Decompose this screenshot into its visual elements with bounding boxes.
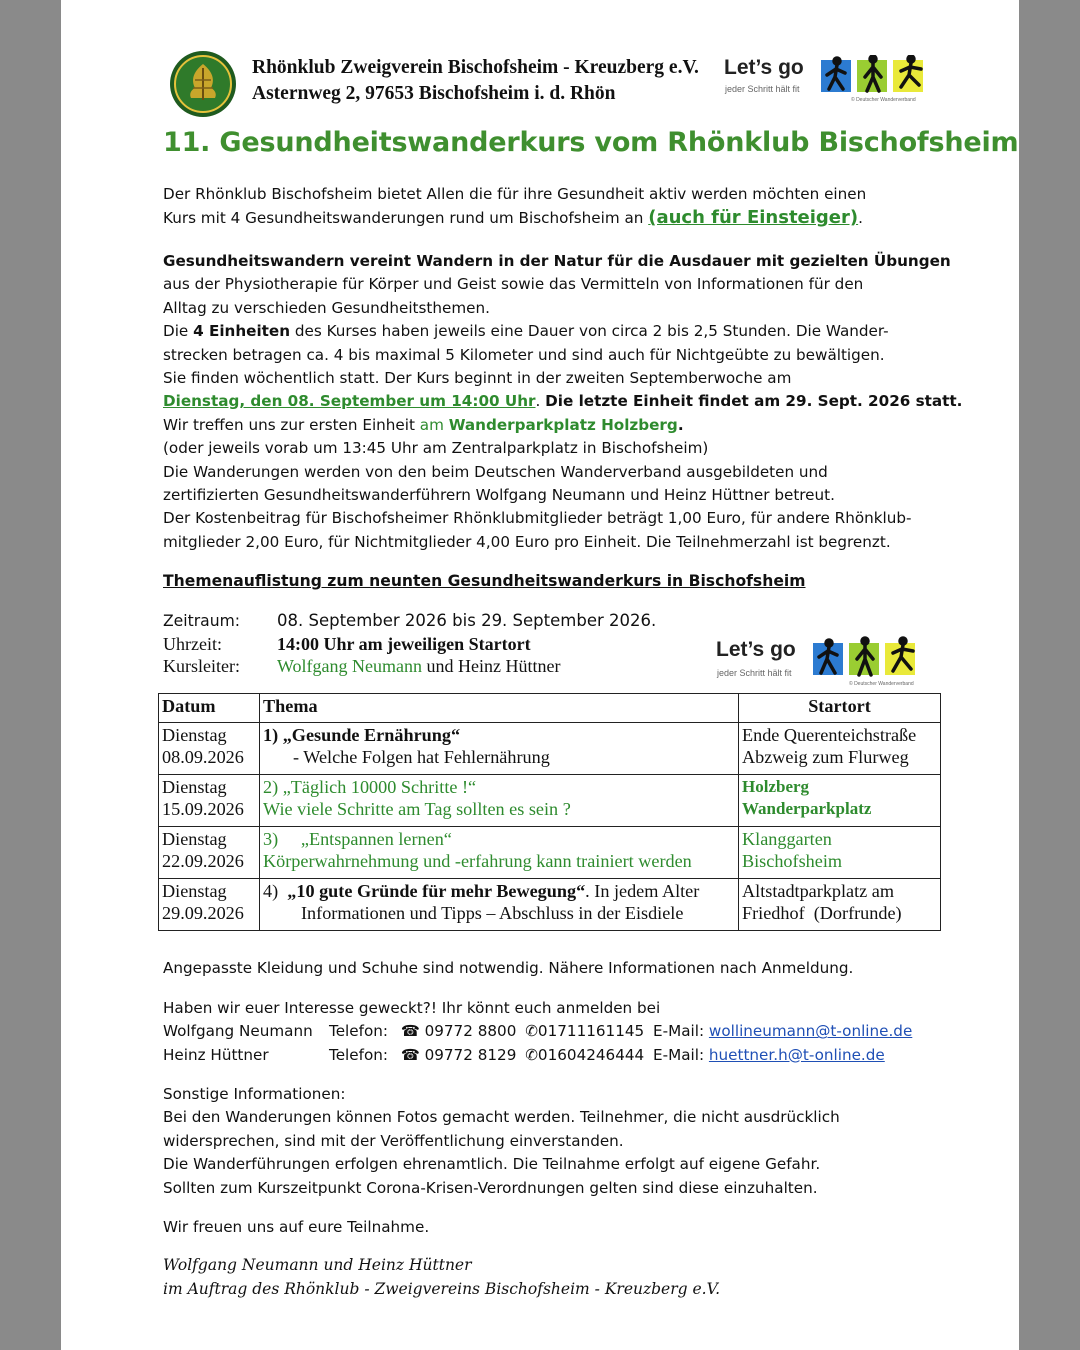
text: . In jedem Alter <box>585 881 700 901</box>
day: Dienstag <box>162 725 227 745</box>
table-row <box>159 775 941 827</box>
date: 08.09.2026 <box>162 747 244 767</box>
signature <box>163 1254 720 1301</box>
start-date: Dienstag, den 08. September um 14:00 Uhr <box>163 392 536 411</box>
intro-text: Kurs mit 4 Gesundheitswanderungen rund um Bischofsheim an <box>163 209 649 228</box>
page-title: 11. Gesundheitswanderkurs vom Rhönklub Bischofsheim <box>163 127 1019 158</box>
body-line: aus der Physiotherapie für Körper und Geist sowie das Vermitteln von Informationen für den <box>163 275 864 294</box>
phone-number: 09772 8800 <box>424 1022 517 1041</box>
meta-value: 08. September 2026 bis 29. September 2026. <box>277 611 657 630</box>
location-cell <box>739 879 941 931</box>
date-cell <box>159 879 260 931</box>
text: Telefon: <box>329 1045 388 1064</box>
mobile-number: 01604246444 <box>537 1045 645 1064</box>
other-info <box>163 1083 840 1200</box>
meta-row <box>163 610 656 633</box>
org-line2: Asternweg 2, 97653 Bischofsheim i. d. Rhön <box>252 83 616 104</box>
location-cell <box>739 827 941 879</box>
date-cell <box>159 723 260 775</box>
email-link[interactable]: huettner.h@t-online.de <box>708 1045 885 1064</box>
date: 22.09.2026 <box>162 851 244 871</box>
table-row <box>159 827 941 879</box>
body-line <box>163 414 962 437</box>
contact-intro: Haben wir euer Interesse geweckt?! Ihr könnt euch anmelden bei <box>163 999 661 1017</box>
letsgo-credit: © Deutscher Wanderverband <box>849 681 914 687</box>
day: Dienstag <box>162 829 227 849</box>
body-line: Die Wanderungen werden von den beim Deutschen Wanderverband ausgebildeten und <box>163 462 828 481</box>
topic-title <box>263 724 735 746</box>
location: Holzberg <box>742 777 810 796</box>
text: am <box>419 415 449 434</box>
letsgo-credit: © Deutscher Wanderverband <box>851 97 916 103</box>
body-line <box>163 390 962 413</box>
text: Wir treffen uns zur ersten Einheit <box>163 415 420 434</box>
rhoenklub-logo <box>169 50 237 118</box>
other-info-line: widersprechen, sind mit der Veröffentlichung einverstanden. <box>163 1131 624 1150</box>
table-row <box>159 879 941 931</box>
phone-icon: ☎ <box>400 1022 420 1041</box>
meta-label: Kursleiter: <box>163 656 240 676</box>
org-line1: Rhönklub Zweigverein Bischofsheim - Kreuzberg e.V. <box>252 57 699 78</box>
location-cell <box>739 775 941 827</box>
date: 15.09.2026 <box>162 799 244 819</box>
course-meta <box>163 610 656 678</box>
location: Klanggarten <box>742 829 832 849</box>
text: . <box>677 415 684 434</box>
body-line: mitglieder 2,00 Euro, für Nichtmitglieder 4,00 Euro pro Einheit. Die Teilnehmerzahl ist begrenzt. <box>163 532 891 551</box>
topic-subtitle: Informationen und Tipps – Abschluss in der Eisdiele <box>301 903 684 923</box>
meta-value: 14:00 Uhr am jeweiligen Startort <box>277 633 531 654</box>
phone-number: 09772 8129 <box>424 1045 517 1064</box>
contact-name: Wolfgang Neumann <box>163 1022 313 1041</box>
signature-line: im Auftrag des Rhönklub - Zweigvereins Bischofsheim - Kreuzberg e.V. <box>163 1279 721 1298</box>
day: Dienstag <box>162 777 227 797</box>
email-link[interactable]: wollineumann@t-online.de <box>708 1022 913 1041</box>
date: 29.09.2026 <box>162 903 244 923</box>
clothing-note: Angepasste Kleidung und Schuhe sind notwendig. Nähere Informationen nach Anmeldung. <box>163 959 854 977</box>
intro-paragraph <box>163 183 866 230</box>
text: 4) <box>263 881 288 901</box>
text: 1) „Gesunde Ernährung“ <box>263 725 461 745</box>
topic-subtitle: Körperwahrnehmung und -erfahrung kann trainiert werden <box>263 851 692 871</box>
body-paragraph <box>163 250 962 554</box>
contact-row <box>163 1020 912 1043</box>
body-line: (oder jeweils vorab um 13:45 Uhr am Zentralparkplatz in Bischofsheim) <box>163 439 709 458</box>
location: Abzweig zum Flurweg <box>742 747 909 767</box>
table-row <box>159 723 941 775</box>
themes-heading: Themenauflistung zum neunten Gesundheitswanderkurs in Bischofsheim <box>163 572 806 590</box>
closing-text: Wir freuen uns auf eure Teilnahme. <box>163 1218 430 1236</box>
other-info-heading: Sonstige Informationen: <box>163 1085 346 1103</box>
document-page <box>61 0 1019 1350</box>
topic-title <box>263 880 735 902</box>
contact-row <box>163 1044 912 1067</box>
text: Die <box>163 322 194 341</box>
topic-cell <box>260 723 739 775</box>
text: „10 gute Gründe für mehr Bewegung“ <box>287 881 586 901</box>
body-line: Der Kostenbeitrag für Bischofsheimer Rhönklubmitglieder beträgt 1,00 Euro, für andere Rhönklub- <box>163 509 912 528</box>
letsgo-title: Let’s go <box>716 638 796 661</box>
signature-line: Wolfgang Neumann und Heinz Hüttner <box>163 1256 472 1274</box>
text: 4 Einheiten <box>193 322 291 341</box>
intro-line <box>163 206 866 229</box>
mobile-icon: ✆ <box>525 1022 538 1041</box>
other-info-line: Sollten zum Kurszeitpunkt Corona-Krisen-Verordnungen gelten sind diese einzuhalten. <box>163 1178 818 1197</box>
other-info-line: Die Wanderführungen erfolgen ehrenamtlich. Die Teilnahme erfolgt auf eigene Gefahr. <box>163 1155 821 1174</box>
text: des Kurses haben jeweils eine Dauer von circa 2 bis 2,5 Stunden. Die Wander- <box>290 322 889 341</box>
contact-section <box>163 997 912 1067</box>
beginner-note: (auch für Einsteiger) <box>648 207 859 229</box>
body-line: Alltag zu verschieden Gesundheitsthemen. <box>163 298 490 317</box>
schedule-table <box>158 693 941 931</box>
body-line: Sie finden wöchentlich statt. Der Kurs beginnt in der zweiten Septemberwoche am <box>163 368 792 387</box>
hiker-icon <box>821 55 931 95</box>
location: Ende Querenteichstraße <box>742 725 917 745</box>
body-line: Gesundheitswandern vereint Wandern in der Natur für die Ausdauer mit gezielten Übungen <box>163 252 951 270</box>
text: und Heinz Hüttner <box>422 656 561 676</box>
topic-subtitle: Wie viele Schritte am Tag sollten es sein ? <box>263 799 571 819</box>
text: . <box>535 392 546 411</box>
meta-label: Uhrzeit: <box>163 633 222 654</box>
hiker-icon <box>811 635 921 679</box>
date-cell <box>159 827 260 879</box>
location: Altstadtparkplatz am <box>742 881 895 901</box>
other-info-line: Bei den Wanderungen können Fotos gemacht werden. Teilnehmer, die nicht ausdrücklich <box>163 1108 840 1127</box>
meeting-point: Wanderparkplatz Holzberg <box>448 415 678 434</box>
intro-line: Der Rhönklub Bischofsheim bietet Allen die für ihre Gesundheit aktiv werden möchten einen <box>163 185 867 203</box>
mobile-number: 01711161145 <box>537 1022 645 1041</box>
meta-row <box>163 633 656 656</box>
topic-title: 3) „Entspannen lernen“ <box>263 829 452 849</box>
intro-text: . <box>858 209 863 228</box>
topic-cell <box>260 879 739 931</box>
topic-title: 2) „Täglich 10000 Schritte !“ <box>263 777 477 797</box>
contact-name: Heinz Hüttner <box>163 1045 269 1064</box>
text: E-Mail: <box>653 1022 705 1041</box>
date-cell <box>159 775 260 827</box>
body-line <box>163 320 962 343</box>
phone-icon: ☎ <box>400 1045 420 1064</box>
column-header: Thema <box>260 694 739 723</box>
text: Wolfgang Neumann <box>277 656 423 676</box>
column-header: Datum <box>159 694 260 723</box>
location: Bischofsheim <box>742 851 843 871</box>
location: Friedhof (Dorfrunde) <box>742 903 902 923</box>
mobile-icon: ✆ <box>525 1045 538 1064</box>
location-cell <box>739 723 941 775</box>
letsgo-subtitle: jeder Schritt hält fit <box>717 668 792 678</box>
body-line: zertifizierten Gesundheitswanderführern Wolfgang Neumann und Heinz Hüttner betreut. <box>163 485 835 504</box>
letsgo-title: Let’s go <box>724 56 804 79</box>
meta-label: Zeitraum: <box>163 612 241 630</box>
column-header: Startort <box>739 694 941 723</box>
table-header-row <box>159 694 941 723</box>
day: Dienstag <box>162 881 227 901</box>
meta-value <box>277 655 560 678</box>
topic-cell <box>260 775 739 827</box>
text: Telefon: <box>329 1022 388 1041</box>
topic-cell <box>260 827 739 879</box>
text: Die letzte Einheit findet am 29. Sept. 2026 statt. <box>545 392 963 411</box>
location: Wanderparkplatz <box>742 799 872 818</box>
body-line: strecken betragen ca. 4 bis maximal 5 Kilometer und sind auch für Nichtgeübte zu bewältigen. <box>163 345 885 364</box>
text: E-Mail: <box>653 1045 705 1064</box>
topic-subtitle: - Welche Folgen hat Fehlernährung <box>293 747 550 767</box>
meta-row <box>163 655 656 678</box>
letsgo-subtitle: jeder Schritt hält fit <box>725 84 800 94</box>
